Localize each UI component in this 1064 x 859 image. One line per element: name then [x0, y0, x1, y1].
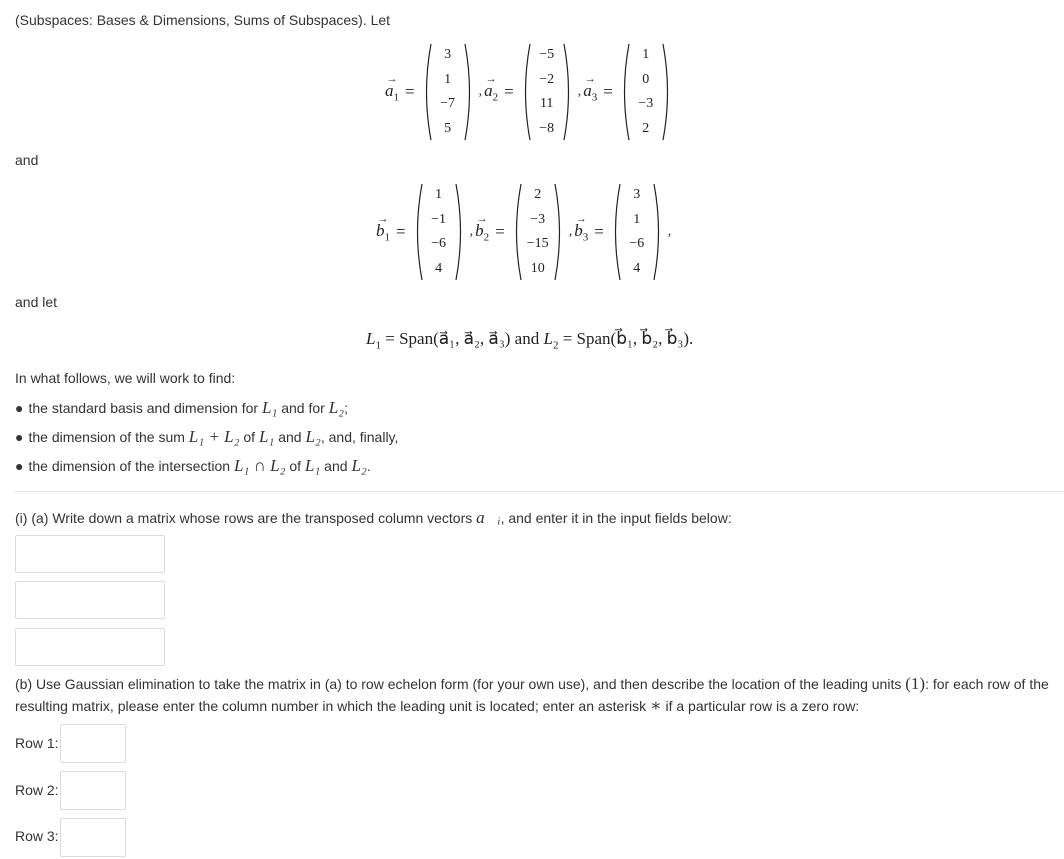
vector-a1: → $a_1$ = 3 1 −7 5 — [385, 43, 475, 141]
matrix-entry: −6 — [629, 236, 645, 251]
row-1-leading-unit-input[interactable] — [60, 724, 126, 763]
row-1-label: Row 1: — [15, 735, 59, 751]
matrix-entry: 11 — [539, 96, 554, 111]
vector-b3: → $b_3$ = 3 1 −6 4 — [574, 183, 664, 281]
vector-a3: → $a_3$ = 1 0 −3 2 — [583, 43, 673, 141]
vector-b1: → $b_1$ = 1 −1 −6 4 — [376, 183, 466, 281]
matrix-entry: −15 — [526, 236, 549, 251]
span-definition: $L_1$ = Span(a⃗₁, a⃗₂, a⃗₃) and $L_2$ = Span(b⃗₁, b⃗₂, b⃗₃). — [366, 329, 694, 352]
matrix-entry: 4 — [633, 260, 641, 276]
matrix-entry: 1 — [444, 71, 452, 87]
vector-a2: → $a_2$ = −5 −2 11 −8 — [484, 43, 574, 141]
list-item: ● the standard basis and dimension for L₁ and for L₂; — [15, 398, 348, 417]
row-3-leading-unit-input[interactable] — [60, 818, 126, 857]
matrix-entry: −6 — [431, 236, 447, 251]
row-2-label: Row 2: — [15, 782, 59, 798]
matrix-entry: 1 — [633, 211, 641, 227]
matrix-entry: −7 — [440, 96, 456, 111]
row-2-leading-unit-input[interactable] — [60, 771, 126, 810]
followup-heading: In what follows, we will work to find: — [15, 370, 236, 386]
matrix-entry: 3 — [444, 47, 452, 62]
and-let-label: and let — [15, 294, 58, 310]
matrix-entry: 4 — [435, 260, 443, 276]
matrix-entry: −5 — [539, 47, 555, 62]
matrix-entry: −2 — [539, 71, 555, 87]
matrix-row-1-input[interactable] — [15, 535, 165, 573]
matrix-entry: 0 — [642, 71, 650, 87]
list-item: ● the dimension of the intersection L₁ ∩ L₂ of L₁ and L₂. — [15, 456, 371, 475]
matrix-entry: −8 — [539, 120, 555, 136]
matrix-row-2-input[interactable] — [15, 581, 165, 619]
matrix-entry: 10 — [530, 260, 545, 276]
matrix-entry: 2 — [534, 187, 542, 202]
section-divider — [15, 491, 1064, 492]
problem-title: (Subspaces: Bases & Dimensions, Sums of Subspaces). Let — [15, 12, 391, 28]
matrix-row-3-input[interactable] — [15, 628, 165, 666]
matrix-entry: 2 — [642, 120, 650, 136]
and-label: and — [15, 152, 39, 168]
part-a-instruction: (i) (a) Write down a matrix whose rows are the transposed column vectors a⃗ᵢ, and enter it in the input fields below: — [15, 508, 732, 527]
row-3-label: Row 3: — [15, 828, 59, 844]
matrix-entry: 5 — [444, 120, 452, 136]
vectors-a-row: → $a_1$ = 3 1 −7 5 , → $a_2$ = −5 −2 11 −8 , → $a_3$ = 1 0 −3 2 — [385, 42, 673, 142]
matrix-entry: 1 — [435, 187, 443, 202]
matrix-entry: −3 — [530, 211, 546, 227]
matrix-entry: −1 — [431, 211, 447, 227]
vector-b2: → $b_2$ = 2 −3 −15 10 — [475, 183, 565, 281]
part-b-instruction: (b) Use Gaussian elimination to take the matrix in (a) to row echelon form (for your own use), and then describe the location of the leading units (1): for each row of the resulting matrix, please enter the column number in which the leading unit is located; enter an asterisk ∗ if a particular row is a zero row: — [15, 674, 1049, 715]
vectors-b-row: → $b_1$ = 1 −1 −6 4 , → $b_2$ = 2 −3 −15 10 , → $b_3$ = 3 1 −6 4 , — [376, 182, 673, 282]
list-item: ● the dimension of the sum L₁ + L₂ of L₁ and L₂, and, finally, — [15, 427, 399, 446]
matrix-entry: 3 — [633, 187, 641, 202]
matrix-entry: 1 — [642, 47, 650, 62]
matrix-entry: −3 — [638, 96, 654, 111]
